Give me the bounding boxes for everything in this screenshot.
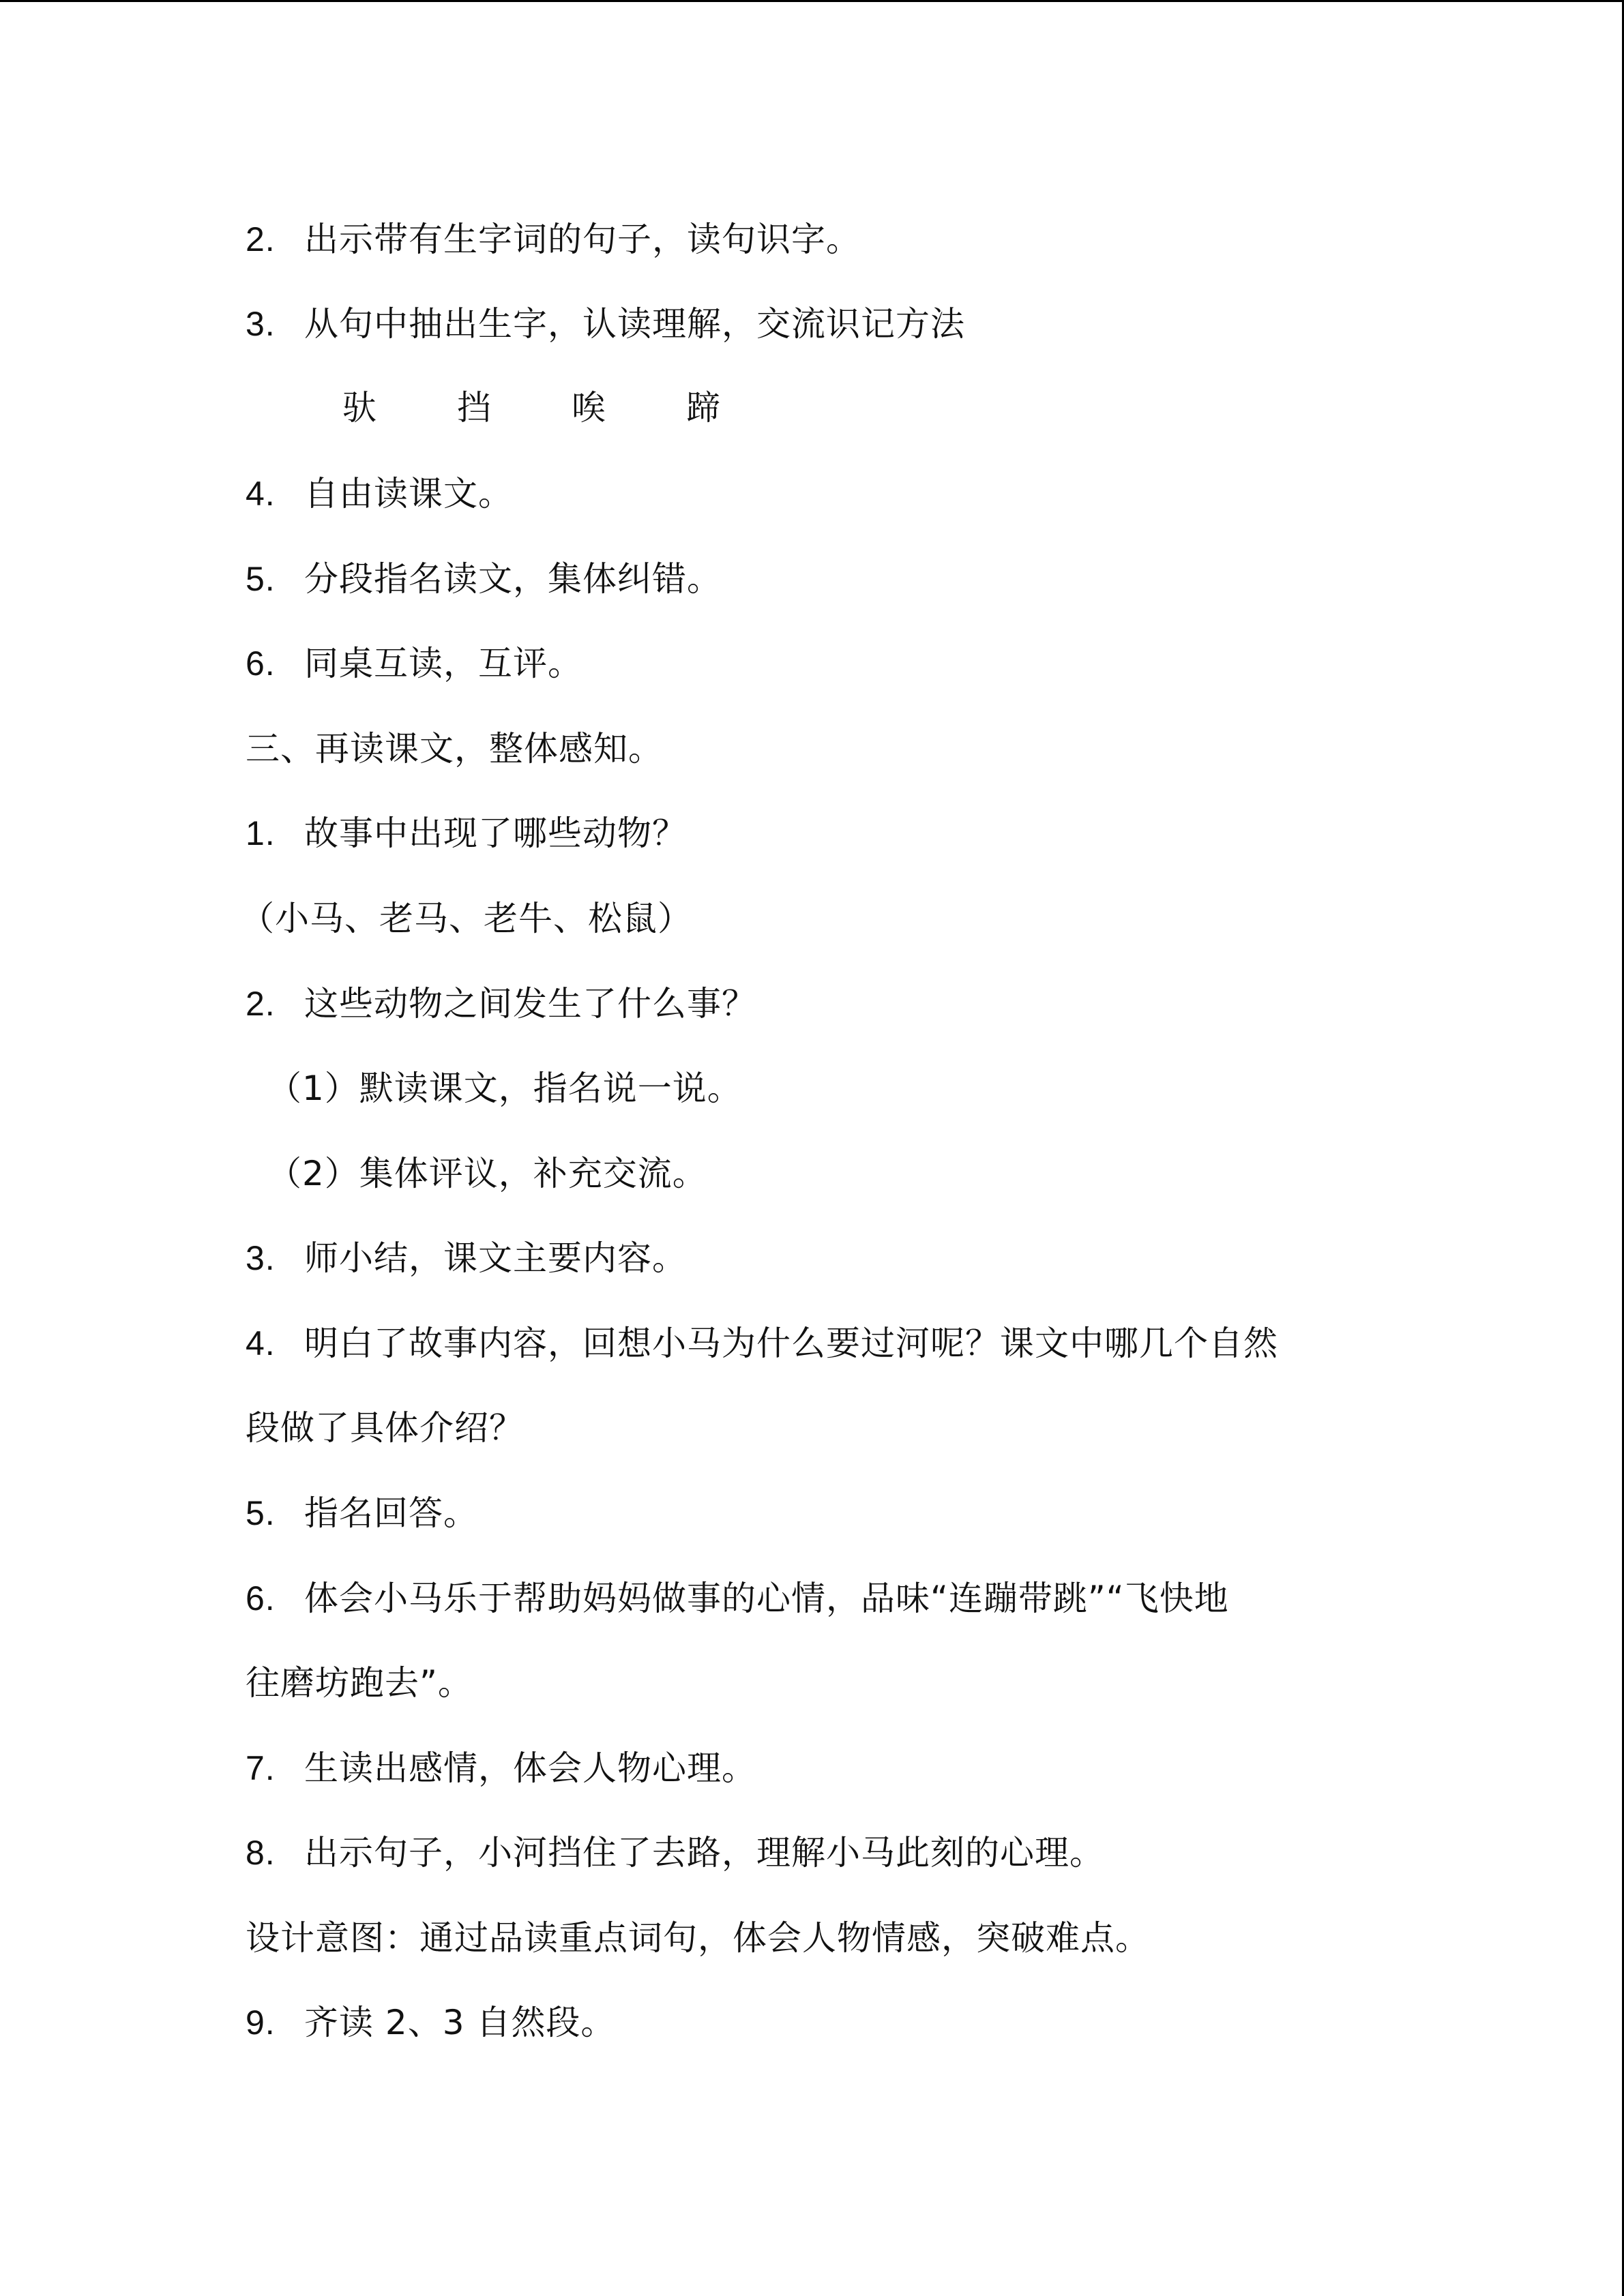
- item-text: 分段指名读文，集体纠错。: [304, 559, 722, 599]
- new-character: 驮: [342, 388, 377, 428]
- continuation-text: 段做了具体介绍？: [246, 1408, 524, 1448]
- list-item: [246, 302, 965, 346]
- item-number: 8.: [246, 1834, 276, 1872]
- continuation-line: [246, 1406, 524, 1450]
- list-item: [246, 1236, 687, 1280]
- list-item: [246, 557, 722, 601]
- list-item: [246, 982, 756, 1026]
- item-text: 师小结，课文主要内容。: [304, 1238, 687, 1278]
- item-text: 齐读 2、3 自然段。: [304, 2003, 616, 2042]
- item-text: 这些动物之间发生了什么事？: [304, 984, 756, 1024]
- item-text: 同桌互读，互评。: [304, 644, 582, 683]
- answer-text: （小马、老马、老牛、松鼠）: [240, 899, 692, 938]
- new-character: 唉: [572, 388, 606, 428]
- list-item: [246, 1491, 478, 1535]
- continuation-line: [246, 1661, 473, 1705]
- item-text: 指名回答。: [304, 1493, 478, 1533]
- continuation-text: 往磨坊跑去”。: [246, 1663, 473, 1703]
- list-item: [246, 1322, 1278, 1365]
- item-number: 5.: [246, 560, 276, 598]
- item-text: 从句中抽出生字，认读理解，交流识记方法: [304, 304, 965, 344]
- section-heading-text: 三、再读课文，整体感知。: [246, 729, 663, 769]
- item-text: 出示带有生字词的句子，读句识字。: [304, 220, 861, 259]
- item-text: 生读出感情，体会人物心理。: [304, 1748, 756, 1788]
- new-character: 蹄: [686, 388, 720, 428]
- list-item: [246, 1577, 1229, 1620]
- item-number: 4.: [246, 475, 276, 513]
- item-text: 明白了故事内容，回想小马为什么要过河呢？课文中哪几个自然: [304, 1324, 1278, 1363]
- section-heading: [246, 727, 663, 771]
- page-top-border: [0, 0, 1624, 2]
- item-number: 9.: [246, 2003, 276, 2042]
- item-number: 3.: [246, 305, 276, 343]
- sub-item-text: （1）默读课文，指名说一说。: [267, 1069, 742, 1108]
- item-number: 3.: [246, 1239, 276, 1277]
- list-item: [246, 1831, 1104, 1875]
- new-characters-row: [0, 386, 1624, 430]
- item-number: 4.: [246, 1324, 276, 1362]
- item-number: 2.: [246, 220, 276, 258]
- list-item: [246, 642, 582, 685]
- item-number: 2.: [246, 985, 276, 1023]
- sub-item: [267, 1067, 742, 1110]
- design-intent-line: [246, 1916, 1150, 1960]
- item-number: 6.: [246, 644, 276, 683]
- item-text: 自由读课文。: [304, 474, 513, 513]
- list-item: [246, 811, 687, 855]
- list-item: [246, 218, 861, 261]
- item-number: 1.: [246, 814, 276, 852]
- list-item: [246, 472, 513, 516]
- item-number: 7.: [246, 1749, 276, 1787]
- design-intent-text: 设计意图：通过品读重点词句，体会人物情感，突破难点。: [246, 1918, 1150, 1958]
- list-item: [246, 1746, 756, 1790]
- answer-line: [240, 897, 692, 940]
- sub-item-text: （2）集体评议，补充交流。: [267, 1154, 707, 1193]
- list-item: [246, 2001, 615, 2044]
- item-number: 5.: [246, 1494, 276, 1532]
- sub-item: [267, 1152, 707, 1195]
- item-text: 故事中出现了哪些动物？: [304, 814, 687, 853]
- item-number: 6.: [246, 1579, 276, 1617]
- new-character: 挡: [457, 388, 491, 428]
- item-text: 出示句子，小河挡住了去路，理解小马此刻的心理。: [304, 1833, 1104, 1873]
- item-text: 体会小马乐于帮助妈妈做事的心情，品味“连蹦带跳”“飞快地: [304, 1579, 1229, 1618]
